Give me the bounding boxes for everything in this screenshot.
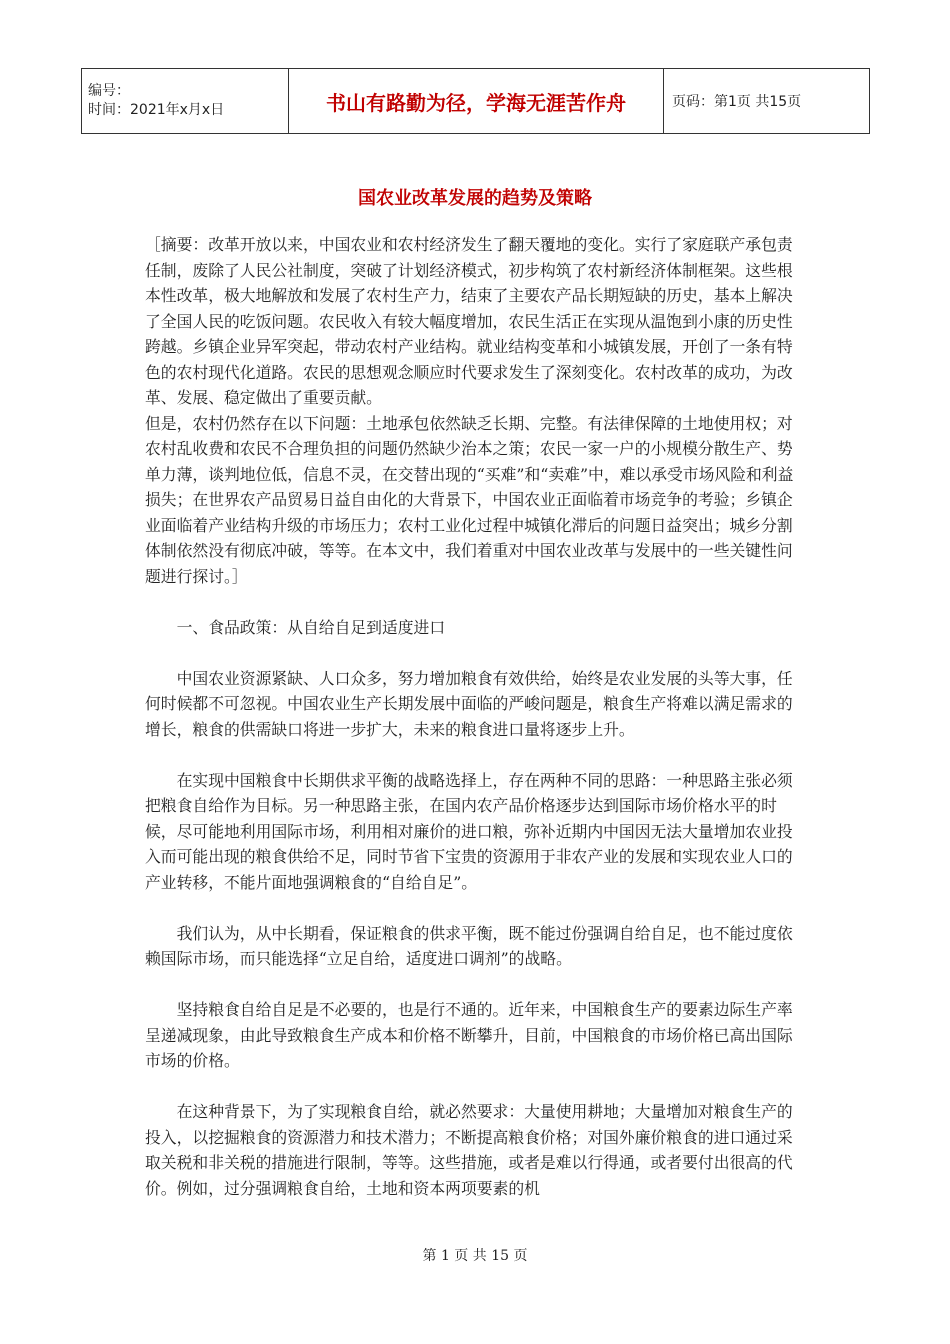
abstract-paragraph-1: ［摘要：改革开放以来，中国农业和农村经济发生了翻天覆地的变化。实行了家庭联产承包责任制，废除了人民公社制度，突破了计划经济模式，初步构筑了农村新经济体制框架。这些根本性改革，极大地解放和发展了农村生产力，结束了主要农产品长期短缺的历史，基本上解决了全国人民的吃饭问题。农民收入有较大幅度增加，农民生活正在实现从温饱到小康的历史性跨越。乡镇企业异军突起，带动农村产业结构。就业结构变革和小城镇发展，开创了一条有特色的农村现代化道路。农民的思想观念顺应时代要求发生了深刻变化。农村改革的成功，为改革、发展、稳定做出了重要贡献。 bbox=[145, 235, 793, 407]
abstract-paragraph-2: 但是，农村仍然存在以下问题：土地承包依然缺乏长期、完整。有法律保障的土地使用权；对农村乱收费和农民不合理负担的问题仍然缺少治本之策；农民一家一户的小规模分散生产、势单力薄，谈判地位低，信息不灵，在交替出现的“买难”和“卖难”中，难以承受市场风险和利益损失；在世界农产品贸易日益自由化的大背景下，中国农业正面临着市场竞争的考验；乡镇企业面临着产业结构升级的市场压力；农村工业化过程中城镇化滞后的问题日益突出；城乡分割体制依然没有彻底冲破，等等。在本文中，我们着重对中国农业改革与发展中的一些关键性问题进行探讨。］ bbox=[145, 413, 794, 586]
document-title: 国农业改革发展的趋势及策略 bbox=[358, 188, 592, 209]
body-paragraph-2: 在实现中国粮食中长期供求平衡的战略选择上，存在两种不同的思路：一种思路主张必须把粮食自给作为目标。另一种思路主张，在国内农产品价格逐步达到国际市场价格水平的时候，尽可能地利用国际市场，利用相对廉价的进口粮，弥补近期内中国因无法大量增加农业投入而可能出现的粮食供给不足，同时节省下宝贵的资源用于非农产业的发展和实现农业人口的产业转移，不能片面地强调粮食的“自给自足”。 bbox=[145, 770, 793, 892]
header-table bbox=[81, 68, 870, 134]
body-paragraph-4: 坚持粮食自给自足是不必要的，也是行不通的。近年来，中国粮食生产的要素边际生产率呈递减现象，由此导致粮食生产成本和价格不断攀升，目前，中国粮食的市场价格已高出国际市场的价格。 bbox=[145, 1000, 793, 1070]
number-label: 编号： bbox=[88, 83, 130, 99]
page-footer: 第 1 页 共 15 页 bbox=[422, 1248, 528, 1264]
header-motto: 书山有路勤为径，学海无涯苦作舟 bbox=[289, 69, 664, 134]
header-meta-cell bbox=[82, 69, 289, 134]
body-paragraph-1: 中国农业资源紧缺、人口众多，努力增加粮食有效供给，始终是农业发展的头等大事，任何时候都不可忽视。中国农业生产长期发展中面临的严峻问题是，粮食生产将难以满足需求的增长，粮食的供需缺口将进一步扩大，未来的粮食进口量将逐步上升。 bbox=[145, 668, 793, 739]
document-body bbox=[145, 232, 807, 1201]
header-page-info: 页码：第1页 共15页 bbox=[664, 69, 870, 134]
date-label: 时间：2021年x月x日 bbox=[88, 102, 225, 118]
body-paragraph-5: 在这种背景下，为了实现粮食自给，就必然要求：大量使用耕地；大量增加对粮食生产的投入，以挖掘粮食的资源潜力和技术潜力；不断提高粮食价格；对国外廉价粮食的进口通过采取关税和非关税的措施进行限制，等等。这些措施，或者是难以行得通，或者要付出很高的代价。例如，过分强调粮食自给，土地和资本两项要素的机 bbox=[145, 1102, 793, 1198]
section-heading-1: 一、食品政策：从自给自足到适度进口 bbox=[176, 617, 446, 637]
body-paragraph-3: 我们认为，从中长期看，保证粮食的供求平衡，既不能过份强调自给自足，也不能过度依赖国际市场，而只能选择“立足自给，适度进口调剂”的战略。 bbox=[145, 923, 793, 968]
